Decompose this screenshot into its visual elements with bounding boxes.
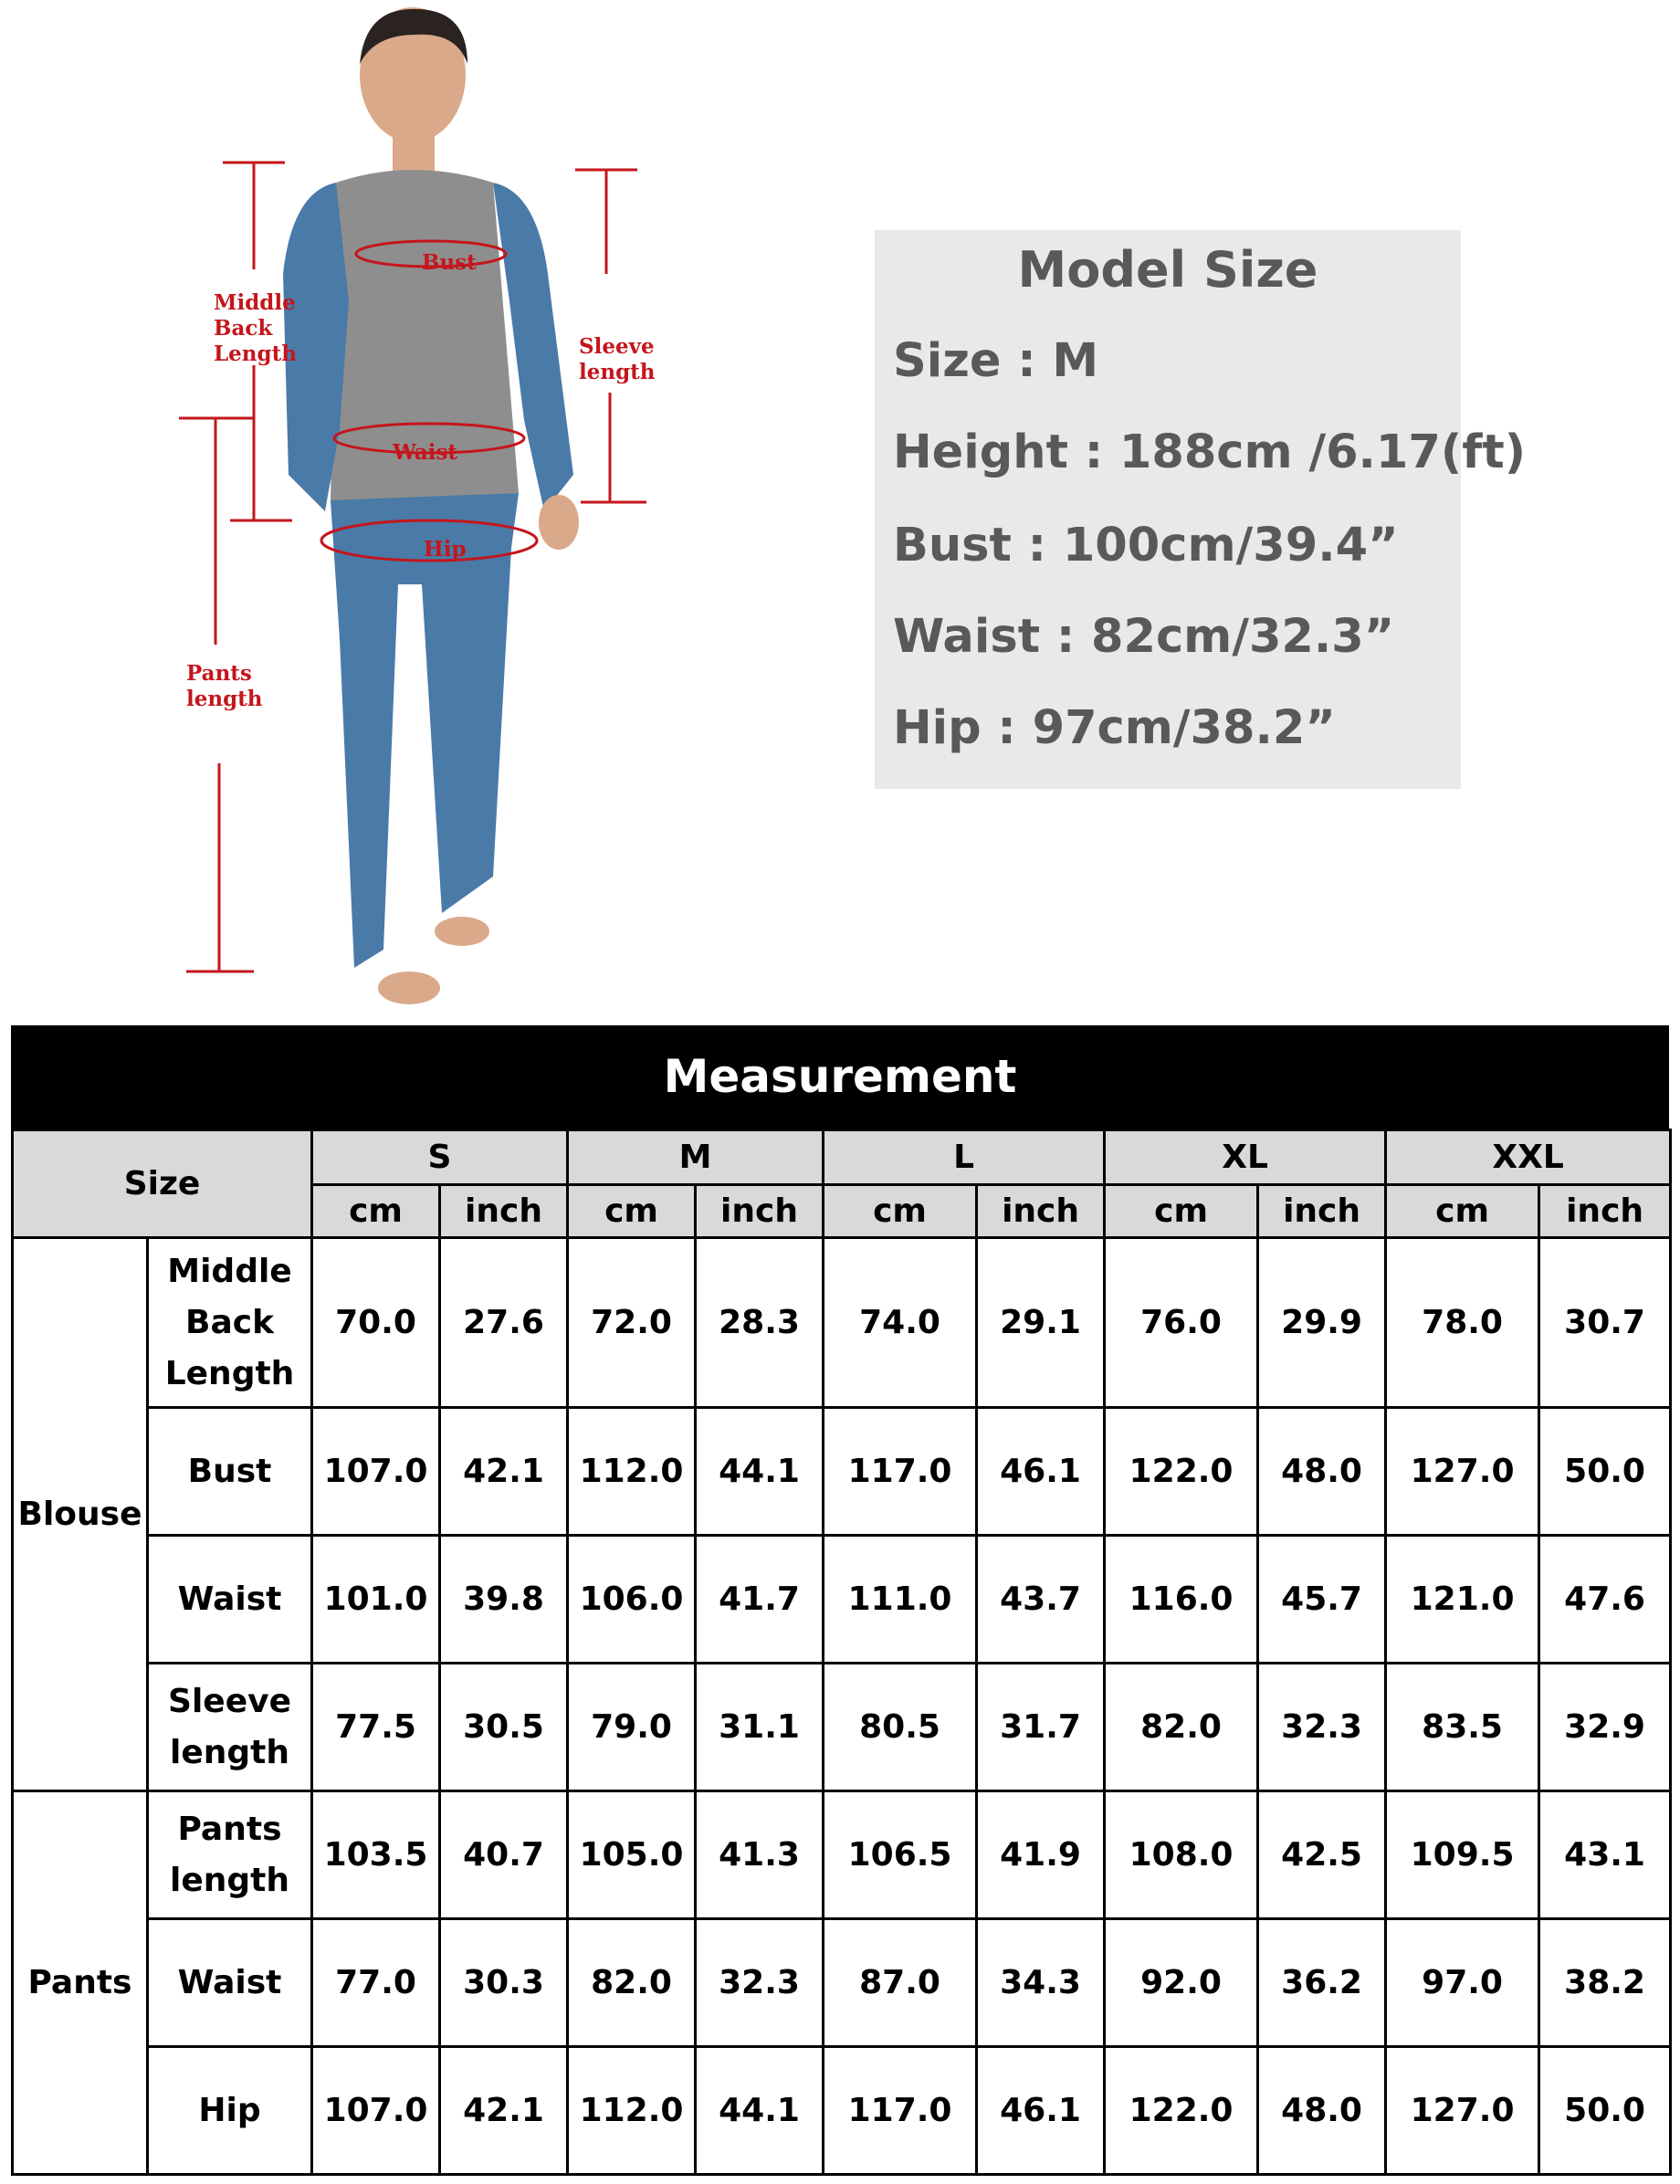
unit-inch: inch <box>1539 1185 1671 1238</box>
value-cell: 46.1 <box>977 2047 1105 2175</box>
table-row <box>13 1408 1671 1536</box>
value-cell: 101.0 <box>312 1536 440 1664</box>
value-cell: 83.5 <box>1386 1664 1539 1791</box>
label-sleeve-length: Sleeve length <box>579 334 656 384</box>
row-label: Sleeve length <box>148 1664 312 1791</box>
value-cell: 31.7 <box>977 1664 1105 1791</box>
unit-cm: cm <box>1105 1185 1258 1238</box>
value-cell: 106.5 <box>824 1791 977 1919</box>
table-row <box>13 1791 1671 1919</box>
value-cell: 43.1 <box>1539 1791 1671 1919</box>
measurement-section <box>11 1025 1669 2173</box>
value-cell: 109.5 <box>1386 1791 1539 1919</box>
model-size-value: Size : M <box>893 334 1099 388</box>
value-cell: 112.0 <box>568 2047 696 2175</box>
value-cell: 77.5 <box>312 1664 440 1791</box>
value-cell: 38.2 <box>1539 1919 1671 2047</box>
model-hip-value: Hip : 97cm/38.2” <box>893 701 1336 755</box>
pants <box>331 493 519 968</box>
value-cell: 41.9 <box>977 1791 1105 1919</box>
value-cell: 108.0 <box>1105 1791 1258 1919</box>
value-cell: 82.0 <box>1105 1664 1258 1791</box>
value-cell: 127.0 <box>1386 2047 1539 2175</box>
value-cell: 31.1 <box>696 1664 824 1791</box>
unit-inch: inch <box>977 1185 1105 1238</box>
value-cell: 78.0 <box>1386 1238 1539 1408</box>
size-header-row <box>13 1130 1671 1185</box>
unit-inch: inch <box>696 1185 824 1238</box>
value-cell: 30.3 <box>440 1919 568 2047</box>
size-chart-body <box>13 1238 1671 2175</box>
row-label: Waist <box>148 1919 312 2047</box>
group-label: Pants <box>13 1791 148 2175</box>
value-cell: 29.1 <box>977 1238 1105 1408</box>
unit-cm: cm <box>824 1185 977 1238</box>
row-label: Middle Back Length <box>148 1238 312 1408</box>
table-row <box>13 1536 1671 1664</box>
value-cell: 42.1 <box>440 1408 568 1536</box>
value-cell: 29.9 <box>1258 1238 1386 1408</box>
model-right-hand <box>539 495 579 550</box>
value-cell: 40.7 <box>440 1791 568 1919</box>
value-cell: 30.5 <box>440 1664 568 1791</box>
group-label: Blouse <box>13 1238 148 1791</box>
value-cell: 41.3 <box>696 1791 824 1919</box>
value-cell: 74.0 <box>824 1238 977 1408</box>
measurement-title: Measurement <box>11 1025 1669 1129</box>
value-cell: 72.0 <box>568 1238 696 1408</box>
size-l: L <box>824 1130 1105 1185</box>
value-cell: 121.0 <box>1386 1536 1539 1664</box>
table-row <box>13 2047 1671 2175</box>
value-cell: 111.0 <box>824 1536 977 1664</box>
table-row <box>13 1238 1671 1408</box>
unit-cm: cm <box>1386 1185 1539 1238</box>
value-cell: 45.7 <box>1258 1536 1386 1664</box>
value-cell: 30.7 <box>1539 1238 1671 1408</box>
unit-cm: cm <box>312 1185 440 1238</box>
value-cell: 48.0 <box>1258 2047 1386 2175</box>
model-size-panel <box>875 230 1527 789</box>
size-xl: XL <box>1105 1130 1386 1185</box>
size-s: S <box>312 1130 568 1185</box>
value-cell: 117.0 <box>824 1408 977 1536</box>
value-cell: 97.0 <box>1386 1919 1539 2047</box>
value-cell: 77.0 <box>312 1919 440 2047</box>
size-m: M <box>568 1130 824 1185</box>
label-waist: Waist <box>393 440 458 465</box>
row-label: Pants length <box>148 1791 312 1919</box>
model-illustration <box>0 0 822 1013</box>
row-label: Waist <box>148 1536 312 1664</box>
value-cell: 80.5 <box>824 1664 977 1791</box>
unit-inch: inch <box>1258 1185 1386 1238</box>
value-cell: 79.0 <box>568 1664 696 1791</box>
model-size-title: Model Size <box>1017 241 1318 299</box>
value-cell: 47.6 <box>1539 1536 1671 1664</box>
value-cell: 46.1 <box>977 1408 1105 1536</box>
value-cell: 116.0 <box>1105 1536 1258 1664</box>
value-cell: 28.3 <box>696 1238 824 1408</box>
value-cell: 112.0 <box>568 1408 696 1536</box>
value-cell: 70.0 <box>312 1238 440 1408</box>
value-cell: 34.3 <box>977 1919 1105 2047</box>
value-cell: 32.3 <box>1258 1664 1386 1791</box>
value-cell: 44.1 <box>696 1408 824 1536</box>
value-cell: 32.9 <box>1539 1664 1671 1791</box>
label-bust: Bust <box>422 250 477 275</box>
value-cell: 50.0 <box>1539 2047 1671 2175</box>
size-chart-table <box>11 1129 1672 2176</box>
value-cell: 103.5 <box>312 1791 440 1919</box>
value-cell: 82.0 <box>568 1919 696 2047</box>
value-cell: 44.1 <box>696 2047 824 2175</box>
value-cell: 48.0 <box>1258 1408 1386 1536</box>
model-neck <box>393 128 435 173</box>
model-figure <box>0 0 822 1013</box>
value-cell: 32.3 <box>696 1919 824 2047</box>
label-hip: Hip <box>424 537 467 562</box>
row-label: Bust <box>148 1408 312 1536</box>
label-middle-back-length: Middle Back Length <box>214 290 297 366</box>
value-cell: 107.0 <box>312 1408 440 1536</box>
model-bust-value: Bust : 100cm/39.4” <box>893 519 1399 572</box>
model-height-value: Height : 188cm /6.17(ft) <box>893 425 1527 479</box>
value-cell: 41.7 <box>696 1536 824 1664</box>
row-label: Hip <box>148 2047 312 2175</box>
unit-inch: inch <box>440 1185 568 1238</box>
value-cell: 117.0 <box>824 2047 977 2175</box>
value-cell: 39.8 <box>440 1536 568 1664</box>
value-cell: 27.6 <box>440 1238 568 1408</box>
value-cell: 107.0 <box>312 2047 440 2175</box>
value-cell: 122.0 <box>1105 2047 1258 2175</box>
table-row <box>13 1664 1671 1791</box>
value-cell: 127.0 <box>1386 1408 1539 1536</box>
value-cell: 76.0 <box>1105 1238 1258 1408</box>
value-cell: 105.0 <box>568 1791 696 1919</box>
size-header: Size <box>13 1130 312 1238</box>
table-row <box>13 1919 1671 2047</box>
model-right-foot <box>435 917 489 946</box>
value-cell: 36.2 <box>1258 1919 1386 2047</box>
value-cell: 42.5 <box>1258 1791 1386 1919</box>
model-waist-value: Waist : 82cm/32.3” <box>893 610 1395 664</box>
value-cell: 106.0 <box>568 1536 696 1664</box>
label-pants-length: Pants length <box>186 661 263 711</box>
value-cell: 92.0 <box>1105 1919 1258 2047</box>
unit-cm: cm <box>568 1185 696 1238</box>
value-cell: 122.0 <box>1105 1408 1258 1536</box>
size-xxl: XXL <box>1386 1130 1671 1185</box>
value-cell: 42.1 <box>440 2047 568 2175</box>
value-cell: 43.7 <box>977 1536 1105 1664</box>
value-cell: 87.0 <box>824 1919 977 2047</box>
model-left-foot <box>378 971 440 1004</box>
value-cell: 50.0 <box>1539 1408 1671 1536</box>
